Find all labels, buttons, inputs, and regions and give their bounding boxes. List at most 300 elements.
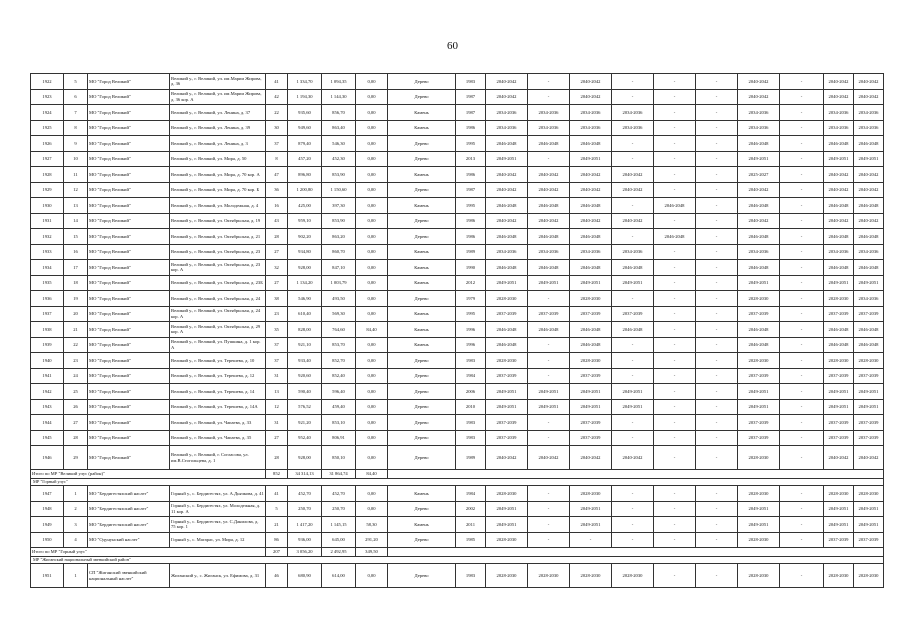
work-period-cell: 2049-2051 <box>824 517 854 533</box>
work-period-cell: 2034-2036 <box>824 244 854 260</box>
year-cell: 1984 <box>456 486 486 502</box>
work-period-cell: 2046-2048 <box>528 136 570 152</box>
wall-material-cell: Дерево <box>388 74 456 90</box>
work-period-cell: - <box>696 151 738 167</box>
work-period-cell: - <box>528 89 570 105</box>
year-cell: 1983 <box>456 74 486 90</box>
work-period-cell: 2040-2042 <box>570 446 612 470</box>
work-period-cell: 2034-2036 <box>612 120 654 136</box>
work-period-cell: 2049-2051 <box>528 384 570 400</box>
work-period-cell: 2049-2051 <box>486 151 528 167</box>
wall-material-cell: Камень <box>388 306 456 322</box>
work-period-cell: 2049-2051 <box>824 275 854 291</box>
wall-material-cell: Дерево <box>388 229 456 245</box>
work-period-cell: 2028-2030 <box>824 291 854 307</box>
municipality-cell: МО "Город Великий" <box>88 275 170 291</box>
address-cell: Великий у., г. Великий, ул. Октябрьская, д. 23Б <box>170 275 266 291</box>
municipality-cell: МО "Город Великий" <box>88 213 170 229</box>
living-area-cell: 1 144,30 <box>322 89 356 105</box>
work-period-cell: 2034-2036 <box>854 120 884 136</box>
table-row <box>31 446 884 470</box>
residents-cell: 30 <box>266 120 288 136</box>
municipality-cell: МО "Город Великий" <box>88 198 170 214</box>
address-cell: Великий у., г. Великий, ул. Мира, д. 50 <box>170 151 266 167</box>
work-period-cell: 2046-2048 <box>612 260 654 276</box>
row-index-cell: 19 <box>64 291 88 307</box>
row-index-cell: 18 <box>64 275 88 291</box>
work-period-cell: - <box>654 291 696 307</box>
work-period-cell: - <box>654 167 696 183</box>
work-period-cell: 2028-2030 <box>570 486 612 502</box>
table-row <box>31 198 884 214</box>
work-period-cell: 2040-2042 <box>570 182 612 198</box>
total-area-cell: 933,40 <box>288 353 322 369</box>
row-number-cell: 1950 <box>31 532 64 548</box>
work-period-cell: 2046-2048 <box>486 229 528 245</box>
address-cell: Великий у., г. Великий, ул. Терешева, д. 14А <box>170 399 266 415</box>
work-period-cell: - <box>696 229 738 245</box>
living-area-cell: 397,30 <box>322 198 356 214</box>
work-period-cell: 2040-2042 <box>738 74 780 90</box>
work-period-cell: - <box>654 182 696 198</box>
work-period-cell: 2049-2051 <box>738 384 780 400</box>
living-area-cell: 850,10 <box>322 446 356 470</box>
residents-cell: 46 <box>266 564 288 588</box>
work-period-cell: - <box>612 74 654 90</box>
municipality-cell: МО "Бердигестяхский наслег" <box>88 517 170 533</box>
municipality-cell: МО "Бердигестяхский наслег" <box>88 486 170 502</box>
row-index-cell: 21 <box>64 322 88 338</box>
work-period-cell: 2046-2048 <box>570 322 612 338</box>
work-period-cell: 2049-2051 <box>854 501 884 517</box>
work-period-cell: 2046-2048 <box>528 322 570 338</box>
work-period-cell: - <box>780 213 824 229</box>
address-cell: Горный у., с. Бердигестях, ул. Молодежная, д. 11 кор. А <box>170 501 266 517</box>
nonliving-area-cell: 0,00 <box>356 384 388 400</box>
work-period-cell: 2034-2036 <box>486 120 528 136</box>
work-period-cell: - <box>780 384 824 400</box>
work-period-cell: 2040-2042 <box>824 74 854 90</box>
work-period-cell: 2034-2036 <box>854 291 884 307</box>
work-period-cell: - <box>654 213 696 229</box>
work-period-cell: - <box>780 120 824 136</box>
year-cell: 1986 <box>456 120 486 136</box>
work-period-cell: - <box>654 501 696 517</box>
work-period-cell: - <box>696 306 738 322</box>
work-period-cell: 2037-2039 <box>824 415 854 431</box>
year-cell: 1989 <box>456 446 486 470</box>
year-cell: 2006 <box>456 384 486 400</box>
year-cell: 1989 <box>456 244 486 260</box>
nonliving-area-cell: 0,00 <box>356 89 388 105</box>
address-cell: Великий у., г. Великий, г. Согласова, ул. им.В.Стогольцева, д. 1 <box>170 446 266 470</box>
work-period-cell: - <box>654 337 696 353</box>
work-period-cell: - <box>696 415 738 431</box>
work-period-cell: 2049-2051 <box>854 399 884 415</box>
work-period-cell: 2046-2048 <box>570 229 612 245</box>
municipality-cell: МО "Город Великий" <box>88 430 170 446</box>
wall-material-cell: Дерево <box>388 399 456 415</box>
housing-register-table <box>30 73 884 588</box>
row-number-cell: 1935 <box>31 275 64 291</box>
table-row <box>31 275 884 291</box>
row-number-cell: 1939 <box>31 337 64 353</box>
year-cell: 1986 <box>456 213 486 229</box>
wall-material-cell: Камень <box>388 105 456 121</box>
wall-material-cell: Камень <box>388 260 456 276</box>
total-area-cell: 680,90 <box>288 564 322 588</box>
wall-material-cell: Дерево <box>388 368 456 384</box>
work-period-cell: - <box>696 89 738 105</box>
work-period-cell: 2046-2048 <box>738 229 780 245</box>
work-period-cell: 2040-2042 <box>824 213 854 229</box>
work-period-cell: - <box>612 486 654 502</box>
address-cell: Великий у., г. Великий, ул. Ленина, д. 39 <box>170 120 266 136</box>
table-row <box>31 353 884 369</box>
year-cell: 1995 <box>456 136 486 152</box>
table-row <box>31 244 884 260</box>
municipality-cell: МО "Город Великий" <box>88 446 170 470</box>
row-index-cell: 3 <box>64 517 88 533</box>
nonliving-area-cell: 291,20 <box>356 532 388 548</box>
living-area-cell: 847,10 <box>322 260 356 276</box>
row-index-cell: 29 <box>64 446 88 470</box>
row-number-cell: 1929 <box>31 182 64 198</box>
address-cell: Горный у., с. Бердигестях, ул. А.Дьячкова, д. 41 <box>170 486 266 502</box>
year-cell: 1983 <box>456 415 486 431</box>
address-cell: Великий у., г. Великий, ул. Ленина, д. 3 <box>170 136 266 152</box>
row-number-cell: 1949 <box>31 517 64 533</box>
work-period-cell: 2037-2039 <box>738 306 780 322</box>
work-period-cell: 2034-2036 <box>486 105 528 121</box>
work-period-cell: - <box>528 337 570 353</box>
work-period-cell: 2040-2042 <box>824 89 854 105</box>
year-cell: 2013 <box>456 151 486 167</box>
row-index-cell: 7 <box>64 105 88 121</box>
work-period-cell: - <box>780 306 824 322</box>
table-cell <box>388 470 884 479</box>
nonliving-area-cell: 0,00 <box>356 105 388 121</box>
work-period-cell: 2037-2039 <box>854 415 884 431</box>
residents-cell: 8 <box>266 151 288 167</box>
work-period-cell: 2046-2048 <box>824 260 854 276</box>
work-period-cell: 2046-2048 <box>854 260 884 276</box>
work-period-cell: - <box>780 399 824 415</box>
living-area-cell: 852,70 <box>322 353 356 369</box>
work-period-cell: 2034-2036 <box>570 105 612 121</box>
work-period-cell: - <box>696 182 738 198</box>
work-period-cell: 2046-2048 <box>570 198 612 214</box>
work-period-cell: - <box>612 368 654 384</box>
table-row <box>31 368 884 384</box>
nonliving-area-cell: 0,00 <box>356 136 388 152</box>
nonliving-area-cell: 0,00 <box>356 74 388 90</box>
total-area-cell: 920,60 <box>288 368 322 384</box>
living-area-cell: 596,40 <box>322 384 356 400</box>
row-number-cell: 1922 <box>31 74 64 90</box>
year-cell: 1979 <box>456 291 486 307</box>
work-period-cell: - <box>696 105 738 121</box>
work-period-cell: 2040-2042 <box>854 182 884 198</box>
work-period-cell: 2049-2051 <box>612 399 654 415</box>
work-period-cell: - <box>696 167 738 183</box>
work-period-cell: - <box>696 564 738 588</box>
nonliving-area-cell: 0,00 <box>356 260 388 276</box>
work-period-cell: - <box>654 275 696 291</box>
residents-cell: 5 <box>266 501 288 517</box>
work-period-cell: - <box>696 368 738 384</box>
total-area-cell: 1 200,80 <box>288 182 322 198</box>
work-period-cell: 2046-2048 <box>738 337 780 353</box>
work-period-cell: 2046-2048 <box>824 136 854 152</box>
residents-cell: 38 <box>266 291 288 307</box>
work-period-cell: 2046-2048 <box>738 136 780 152</box>
municipality-cell: МО "Город Великий" <box>88 136 170 152</box>
table-row <box>31 532 884 548</box>
total-area-cell: 425,00 <box>288 198 322 214</box>
work-period-cell: 2046-2048 <box>824 229 854 245</box>
work-period-cell: 2049-2051 <box>570 151 612 167</box>
work-period-cell: 2037-2039 <box>738 430 780 446</box>
row-number-cell: 1930 <box>31 198 64 214</box>
work-period-cell: 2046-2048 <box>570 337 612 353</box>
work-period-cell: - <box>780 532 824 548</box>
nonliving-area-cell: 0,00 <box>356 430 388 446</box>
municipality-cell: МО "Город Великий" <box>88 89 170 105</box>
row-index-cell: 13 <box>64 198 88 214</box>
row-number-cell: 1944 <box>31 415 64 431</box>
work-period-cell: - <box>654 89 696 105</box>
living-area-cell: 764,60 <box>322 322 356 338</box>
work-period-cell: - <box>654 384 696 400</box>
work-period-cell: - <box>780 446 824 470</box>
wall-material-cell: Камень <box>388 244 456 260</box>
work-period-cell: 2049-2051 <box>854 275 884 291</box>
work-period-cell: - <box>696 244 738 260</box>
nonliving-area-cell: 0,00 <box>356 291 388 307</box>
address-cell: Великий у., г. Великий, ул. Октябрьская, д. 21 <box>170 229 266 245</box>
municipality-cell: МО "Город Великий" <box>88 120 170 136</box>
work-period-cell: 2034-2036 <box>486 244 528 260</box>
row-number-cell: 1946 <box>31 446 64 470</box>
row-index-cell: 10 <box>64 151 88 167</box>
work-period-cell: 2040-2042 <box>570 74 612 90</box>
residents-cell: 12 <box>266 399 288 415</box>
work-period-cell: - <box>654 532 696 548</box>
residents-cell: 13 <box>266 384 288 400</box>
address-cell: Великий у., г. Великий, ул. Октябрьская, д. 23 <box>170 244 266 260</box>
work-period-cell: 2049-2051 <box>824 501 854 517</box>
nonliving-area-cell: 0,00 <box>356 501 388 517</box>
municipality-cell: МО "Город Великий" <box>88 399 170 415</box>
work-period-cell: 2037-2039 <box>824 368 854 384</box>
work-period-cell: 2034-2036 <box>528 105 570 121</box>
residents-cell: 23 <box>266 306 288 322</box>
address-cell: Великий у., г. Великий, ул. Октябрьская, д. 24 <box>170 291 266 307</box>
work-period-cell: 2028-2030 <box>612 564 654 588</box>
work-period-cell: 2046-2048 <box>854 229 884 245</box>
table-row <box>31 486 884 502</box>
nonliving-area-cell: 0,00 <box>356 486 388 502</box>
row-index-cell: 5 <box>64 74 88 90</box>
address-cell: Великий у., г. Великий, ул. Октябрьская, д. 19 <box>170 213 266 229</box>
address-cell: Великий у., г. Великий, ул. Октябрьская, д. 23 кор. А <box>170 260 266 276</box>
living-area-cell: 1 145,15 <box>322 517 356 533</box>
work-period-cell: 2040-2042 <box>612 182 654 198</box>
total-area-cell: 949,60 <box>288 120 322 136</box>
work-period-cell: 2037-2039 <box>570 430 612 446</box>
work-period-cell: 2049-2051 <box>738 399 780 415</box>
work-period-cell: 2046-2048 <box>854 337 884 353</box>
work-period-cell: 2028-2030 <box>570 564 612 588</box>
residents-cell: 41 <box>266 486 288 502</box>
nonliving-area-cell: 0,00 <box>356 229 388 245</box>
work-period-cell: 2034-2036 <box>738 244 780 260</box>
row-index-cell: 2 <box>64 501 88 517</box>
work-period-cell: - <box>654 105 696 121</box>
work-period-cell: 2049-2051 <box>824 384 854 400</box>
wall-material-cell: Дерево <box>388 446 456 470</box>
living-area-cell: 459,40 <box>322 399 356 415</box>
wall-material-cell: Дерево <box>388 564 456 588</box>
work-period-cell: - <box>780 517 824 533</box>
work-period-cell: 2046-2048 <box>738 322 780 338</box>
year-cell: 1986 <box>456 229 486 245</box>
wall-material-cell: Дерево <box>388 136 456 152</box>
work-period-cell: 2040-2042 <box>738 89 780 105</box>
work-period-cell: - <box>570 532 612 548</box>
table-row <box>31 384 884 400</box>
address-cell: Великий у., г. Великий, ул. им.Марии Жирова, д. 36 <box>170 74 266 90</box>
row-number-cell: 1943 <box>31 399 64 415</box>
work-period-cell: - <box>696 353 738 369</box>
work-period-cell: - <box>696 446 738 470</box>
table-row <box>31 564 884 588</box>
work-period-cell: - <box>612 151 654 167</box>
total-row <box>31 548 884 557</box>
residents-cell: 27 <box>266 244 288 260</box>
work-period-cell: 2037-2039 <box>612 306 654 322</box>
work-period-cell: - <box>780 564 824 588</box>
year-cell: 2010 <box>456 399 486 415</box>
wall-material-cell: Дерево <box>388 213 456 229</box>
year-cell: 1983 <box>456 430 486 446</box>
work-period-cell: - <box>612 532 654 548</box>
work-period-cell: 2028-2030 <box>486 291 528 307</box>
residents-cell: 28 <box>266 446 288 470</box>
row-index-cell: 20 <box>64 306 88 322</box>
work-period-cell: 2046-2048 <box>528 229 570 245</box>
municipality-cell: МО "Город Великий" <box>88 337 170 353</box>
row-number-cell: 1936 <box>31 291 64 307</box>
wall-material-cell: Камень <box>388 322 456 338</box>
municipality-cell: МО "Город Великий" <box>88 384 170 400</box>
municipality-cell: МО "Город Великий" <box>88 105 170 121</box>
work-period-cell: 2037-2039 <box>854 368 884 384</box>
section-title-cell: МР "Горный улус" <box>31 479 884 486</box>
address-cell: Горный у., с. Бердигестях, ул. С.Данилова, д. 75 кор. 1 <box>170 517 266 533</box>
work-period-cell: 2046-2048 <box>854 136 884 152</box>
year-cell: 1995 <box>456 306 486 322</box>
work-period-cell: 2040-2042 <box>570 167 612 183</box>
row-index-cell: 4 <box>64 532 88 548</box>
work-period-cell: 2028-2030 <box>854 353 884 369</box>
residents-cell: 37 <box>266 337 288 353</box>
work-period-cell: - <box>780 486 824 502</box>
work-period-cell: - <box>654 517 696 533</box>
total-area-cell: 546,90 <box>288 291 322 307</box>
work-period-cell: 2037-2039 <box>824 306 854 322</box>
work-period-cell: 2049-2051 <box>486 501 528 517</box>
work-period-cell: - <box>528 368 570 384</box>
work-period-cell: 2037-2039 <box>486 430 528 446</box>
table-row <box>31 415 884 431</box>
work-period-cell: 2040-2042 <box>570 89 612 105</box>
wall-material-cell: Дерево <box>388 430 456 446</box>
year-cell: 1986 <box>456 167 486 183</box>
table-row <box>31 136 884 152</box>
residents-cell: 22 <box>266 105 288 121</box>
address-cell: Жиганский у., с. Жиганск, ул. Ефимова, д. 31 <box>170 564 266 588</box>
year-cell: 1996 <box>456 322 486 338</box>
work-period-cell: - <box>696 322 738 338</box>
work-period-cell: - <box>780 501 824 517</box>
work-period-cell: - <box>654 368 696 384</box>
living-area-cell: 863,40 <box>322 120 356 136</box>
wall-material-cell: Дерево <box>388 384 456 400</box>
living-area-cell: 1 094,35 <box>322 74 356 90</box>
row-index-cell: 23 <box>64 353 88 369</box>
row-index-cell: 28 <box>64 430 88 446</box>
work-period-cell: - <box>528 151 570 167</box>
total-area-cell: 34 314,13 <box>288 470 322 479</box>
work-period-cell: 2034-2036 <box>854 244 884 260</box>
work-period-cell: 2037-2039 <box>854 532 884 548</box>
work-period-cell: 2028-2030 <box>486 353 528 369</box>
work-period-cell: 2049-2051 <box>612 275 654 291</box>
work-period-cell: - <box>528 486 570 502</box>
wall-material-cell: Дерево <box>388 353 456 369</box>
work-period-cell: - <box>780 182 824 198</box>
living-area-cell: 860,70 <box>322 244 356 260</box>
living-area-cell: 569,30 <box>322 306 356 322</box>
wall-material-cell: Камень <box>388 167 456 183</box>
living-area-cell: 493,50 <box>322 291 356 307</box>
work-period-cell: 2049-2051 <box>854 517 884 533</box>
year-cell: 1987 <box>456 89 486 105</box>
work-period-cell: - <box>612 291 654 307</box>
work-period-cell: 2037-2039 <box>854 430 884 446</box>
municipality-cell: МО "Город Великий" <box>88 415 170 431</box>
row-number-cell: 1941 <box>31 368 64 384</box>
section-header-row <box>31 557 884 564</box>
work-period-cell: - <box>780 291 824 307</box>
row-number-cell: 1938 <box>31 322 64 338</box>
work-period-cell: 2049-2051 <box>570 275 612 291</box>
wall-material-cell: Дерево <box>388 182 456 198</box>
work-period-cell: 2028-2030 <box>854 486 884 502</box>
work-period-cell: - <box>696 501 738 517</box>
work-period-cell: 2034-2036 <box>824 120 854 136</box>
total-area-cell: 452,70 <box>288 486 322 502</box>
total-living-area-cell: 31 864,74 <box>322 470 356 479</box>
work-period-cell: - <box>612 415 654 431</box>
total-label-cell: Итого по МР "Великий улус (район)" <box>31 470 266 479</box>
residents-cell: 41 <box>266 74 288 90</box>
residents-cell: 21 <box>266 517 288 533</box>
row-index-cell: 24 <box>64 368 88 384</box>
work-period-cell: 2034-2036 <box>854 105 884 121</box>
